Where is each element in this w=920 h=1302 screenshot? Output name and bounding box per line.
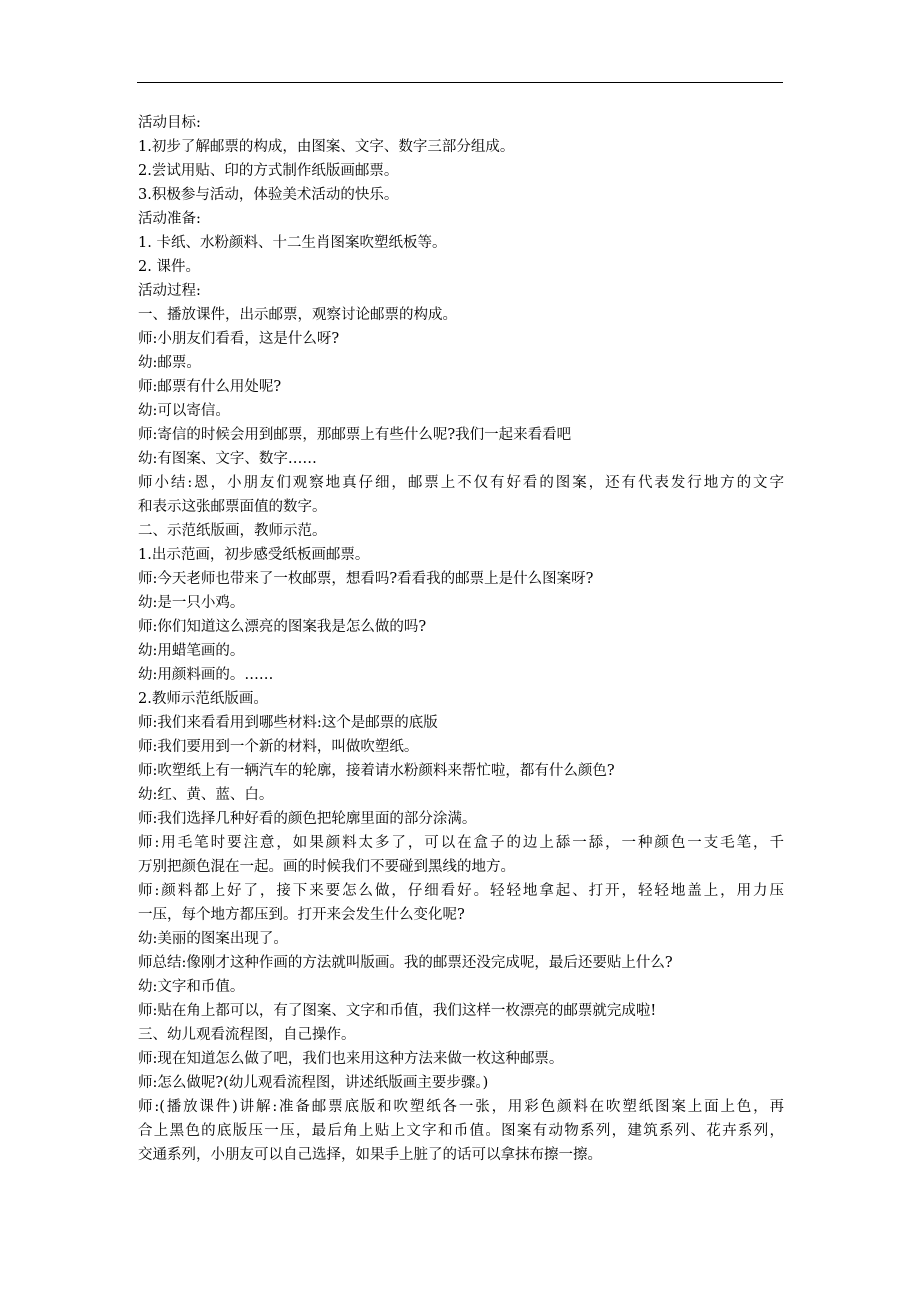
- text-line: 师:颜料都上好了，接下来要怎么做，仔细看好。轻轻地拿起、打开，轻轻地盖上，用力压: [138, 883, 784, 899]
- text-line: 幼:可以寄信。: [138, 403, 230, 419]
- text-line: 师:怎么做呢?(幼儿观看流程图，讲述纸版画主要步骤。): [138, 1075, 489, 1091]
- text-line: 活动目标:: [138, 115, 201, 131]
- text-line: 师:你们知道这么漂亮的图案我是怎么做的吗?: [138, 619, 427, 635]
- text-line: 3.积极参与活动，体验美术活动的快乐。: [138, 187, 399, 203]
- text-line: 幼:文字和币值。: [138, 979, 245, 995]
- text-line: 幼:用颜料画的。……: [138, 667, 274, 683]
- text-line: 万别把颜色混在一起。画的时候我们不要碰到黑线的地方。: [138, 859, 515, 875]
- text-line: 幼:是一只小鸡。: [138, 595, 245, 611]
- text-line: 二、示范纸版画，教师示范。: [138, 523, 327, 539]
- text-line: 活动准备:: [138, 211, 201, 227]
- document-body: [138, 111, 784, 1167]
- text-line: 一、播放课件，出示邮票，观察讨论邮票的构成。: [138, 307, 457, 323]
- text-line: 活动过程:: [138, 283, 201, 299]
- text-line: 合上黑色的底版压一压，最后角上贴上文字和币值。图案有动物系列，建筑系列、花卉系列，: [138, 1123, 784, 1139]
- text-line: 交通系列，小朋友可以自己选择，如果手上脏了的话可以拿抹布擦一擦。: [138, 1147, 602, 1163]
- text-line: 1.出示范画，初步感受纸板画邮票。: [138, 547, 370, 563]
- text-line: 幼:红、黄、蓝、白。: [138, 787, 274, 803]
- text-line: 师:用毛笔时要注意，如果颜料太多了，可以在盒子的边上舔一舔，一种颜色一支毛笔，千: [138, 835, 784, 851]
- text-line: 2.教师示范纸版画。: [138, 691, 268, 707]
- text-line: 师:小朋友们看看，这是什么呀?: [138, 331, 340, 347]
- text-line: 师:吹塑纸上有一辆汽车的轮廓，接着请水粉颜料来帮忙啦，都有什么颜色?: [138, 763, 615, 779]
- text-line: 师:我们要用到一个新的材料，叫做吹塑纸。: [138, 739, 419, 755]
- text-line: 幼:邮票。: [138, 355, 201, 371]
- text-line: 师:贴在角上都可以，有了图案、文字和币值，我们这样一枚漂亮的邮票就完成啦!: [138, 1003, 657, 1019]
- text-line: 幼:有图案、文字、数字……: [138, 451, 317, 467]
- text-line: 师:(播放课件)讲解:准备邮票底版和吹塑纸各一张，用彩色颜料在吹塑纸图案上面上色，再: [138, 1099, 784, 1115]
- text-line: 师:我们选择几种好看的颜色把轮廓里面的部分涂满。: [138, 811, 477, 827]
- text-line: 一压，每个地方都压到。打开来会发生什么变化呢?: [138, 907, 465, 923]
- text-line: 1.初步了解邮票的构成，由图案、文字、数字三部分组成。: [138, 139, 515, 155]
- text-line: 师:邮票有什么用处呢?: [138, 379, 282, 395]
- text-line: 幼:用蜡笔画的。: [138, 643, 245, 659]
- text-line: 2.尝试用贴、印的方式制作纸版画邮票。: [138, 163, 399, 179]
- text-line: 2. 课件。: [138, 259, 200, 275]
- text-line: 师:现在知道怎么做了吧，我们也来用这种方法来做一枚这种邮票。: [138, 1051, 564, 1067]
- text-line: 幼:美丽的图案出现了。: [138, 931, 288, 947]
- text-line: 师:我们来看看用到哪些材料:这个是邮票的底版: [138, 715, 438, 731]
- text-line: 师总结:像刚才这种作画的方法就叫版画。我的邮票还没完成呢，最后还要贴上什么?: [138, 955, 673, 971]
- header-rule: [137, 82, 783, 83]
- text-line: 师:寄信的时候会用到邮票，那邮票上有些什么呢?我们一起来看看吧: [138, 427, 572, 443]
- text-line: 1. 卡纸、水粉颜料、十二生肖图案吹塑纸板等。: [138, 235, 447, 251]
- text-line: 和表示这张邮票面值的数字。: [138, 499, 327, 515]
- text-line: 师小结:恩，小朋友们观察地真仔细，邮票上不仅有好看的图案，还有代表发行地方的文字: [138, 475, 784, 491]
- text-line: 师:今天老师也带来了一枚邮票，想看吗?看看我的邮票上是什么图案呀?: [138, 571, 594, 587]
- text-line: 三、幼儿观看流程图，自己操作。: [138, 1027, 356, 1043]
